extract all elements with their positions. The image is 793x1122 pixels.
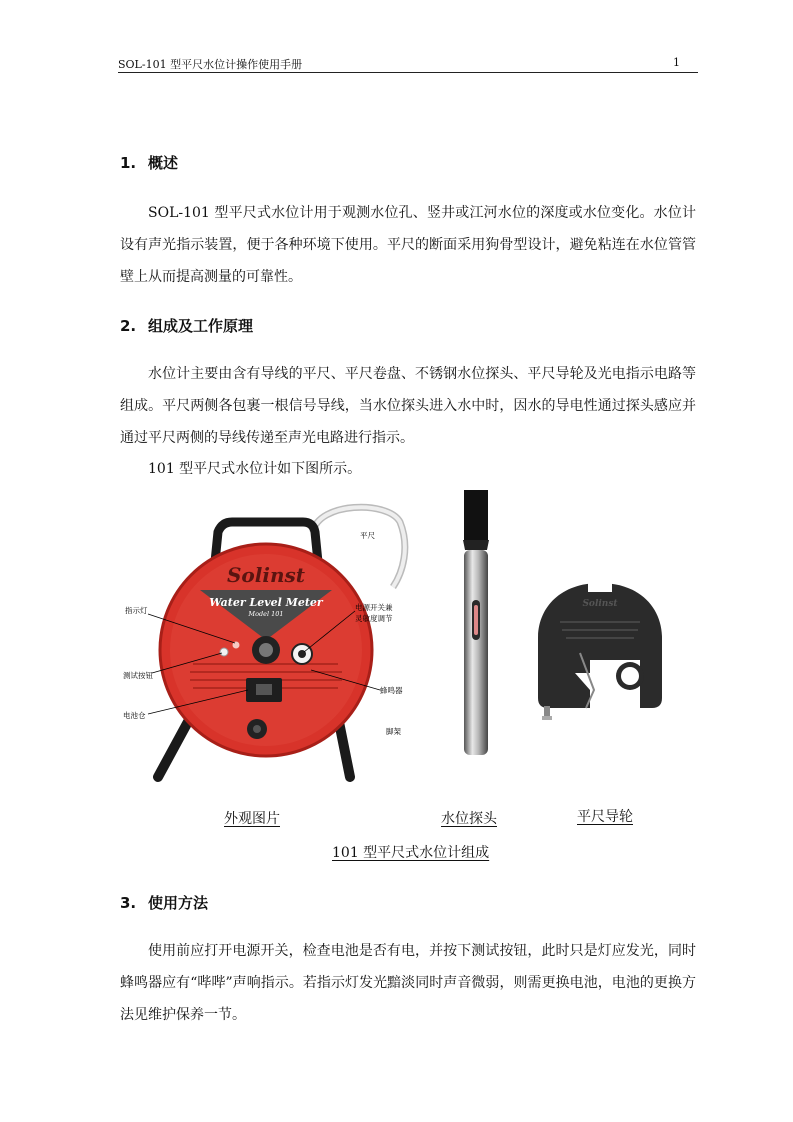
section-number: 3. [120,894,137,912]
probe-photo [455,490,499,765]
section-title: 概述 [148,154,179,172]
header-title: SOL-101 型平尺水位计操作使用手册 [118,58,303,71]
probe-body [464,550,488,755]
page-header [118,56,698,73]
label-sensitivity: 灵敏度调节 [355,614,393,623]
tape-guide-photo [530,578,670,726]
page-number: 1 [673,56,680,69]
reel-photo [118,492,418,802]
label-tape: 平尺 [360,531,375,540]
section-heading-1 [120,152,178,173]
test-button [220,648,228,656]
reel-title: Water Level Meter [209,596,323,609]
section-title: 组成及工作原理 [148,317,254,335]
section-heading-3 [120,892,208,913]
paragraph-text: SOL-101 型平尺式水位计用于观测水位孔、竖井或江河水位的深度或水位变化。水位计设有声光指示装置，便于各种环境下使用。平尺的断面采用狗骨型设计，避免粘连在水位管管壁上从而提高测量的可靠性。 [120,205,696,285]
label-power: 电源开关兼 [355,603,393,612]
guide-brand: Solinst [582,599,618,609]
paragraph-text: 水位计主要由含有导线的平尺、平尺卷盘、不锈钢水位探头、平尺导轮及光电指示电路等组成。平尺两侧各包裹一根信号导线，当水位探头进入水中时，因水的导电性通过探头感应并通过平尺两侧的导线传递至声光电路进行指示。 [120,366,696,446]
paragraph-text: 使用前应打开电源开关，检查电池是否有电，并按下测试按钮，此时只是灯应发光，同时蜂鸣器应有“哔哔”声响指示。若指示灯发光黯淡同时声音微弱，则需更换电池，电池的更换方法见维护保养一节。 [120,943,696,1023]
section-number: 1. [120,154,137,172]
caption-probe: 水位探头 [441,811,497,827]
figure-title: 101 型平尺式水位计组成 [332,845,490,861]
label-stand: 脚架 [386,727,401,736]
reel-model: Model 101 [248,610,284,618]
section-1-paragraph [120,197,696,293]
probe-cable [464,490,488,540]
section-2-paragraph [120,358,696,454]
section-title: 使用方法 [148,894,209,912]
label-test: 测试按钮 [123,671,153,680]
section-3-paragraph [120,935,696,1031]
label-buzzer: 蜂鸣器 [380,686,403,695]
caption-reel: 外观图片 [224,811,280,827]
guide-hole [621,667,639,685]
figure-intro-line: 101 型平尺式水位计如下图所示。 [148,461,362,477]
label-battery: 电池仓 [123,711,146,720]
section-number: 2. [120,317,137,335]
reel-brand: Solinst [226,563,306,587]
label-indicator: 指示灯 [125,606,148,615]
section-heading-2 [120,315,253,336]
caption-guide: 平尺导轮 [577,809,633,825]
